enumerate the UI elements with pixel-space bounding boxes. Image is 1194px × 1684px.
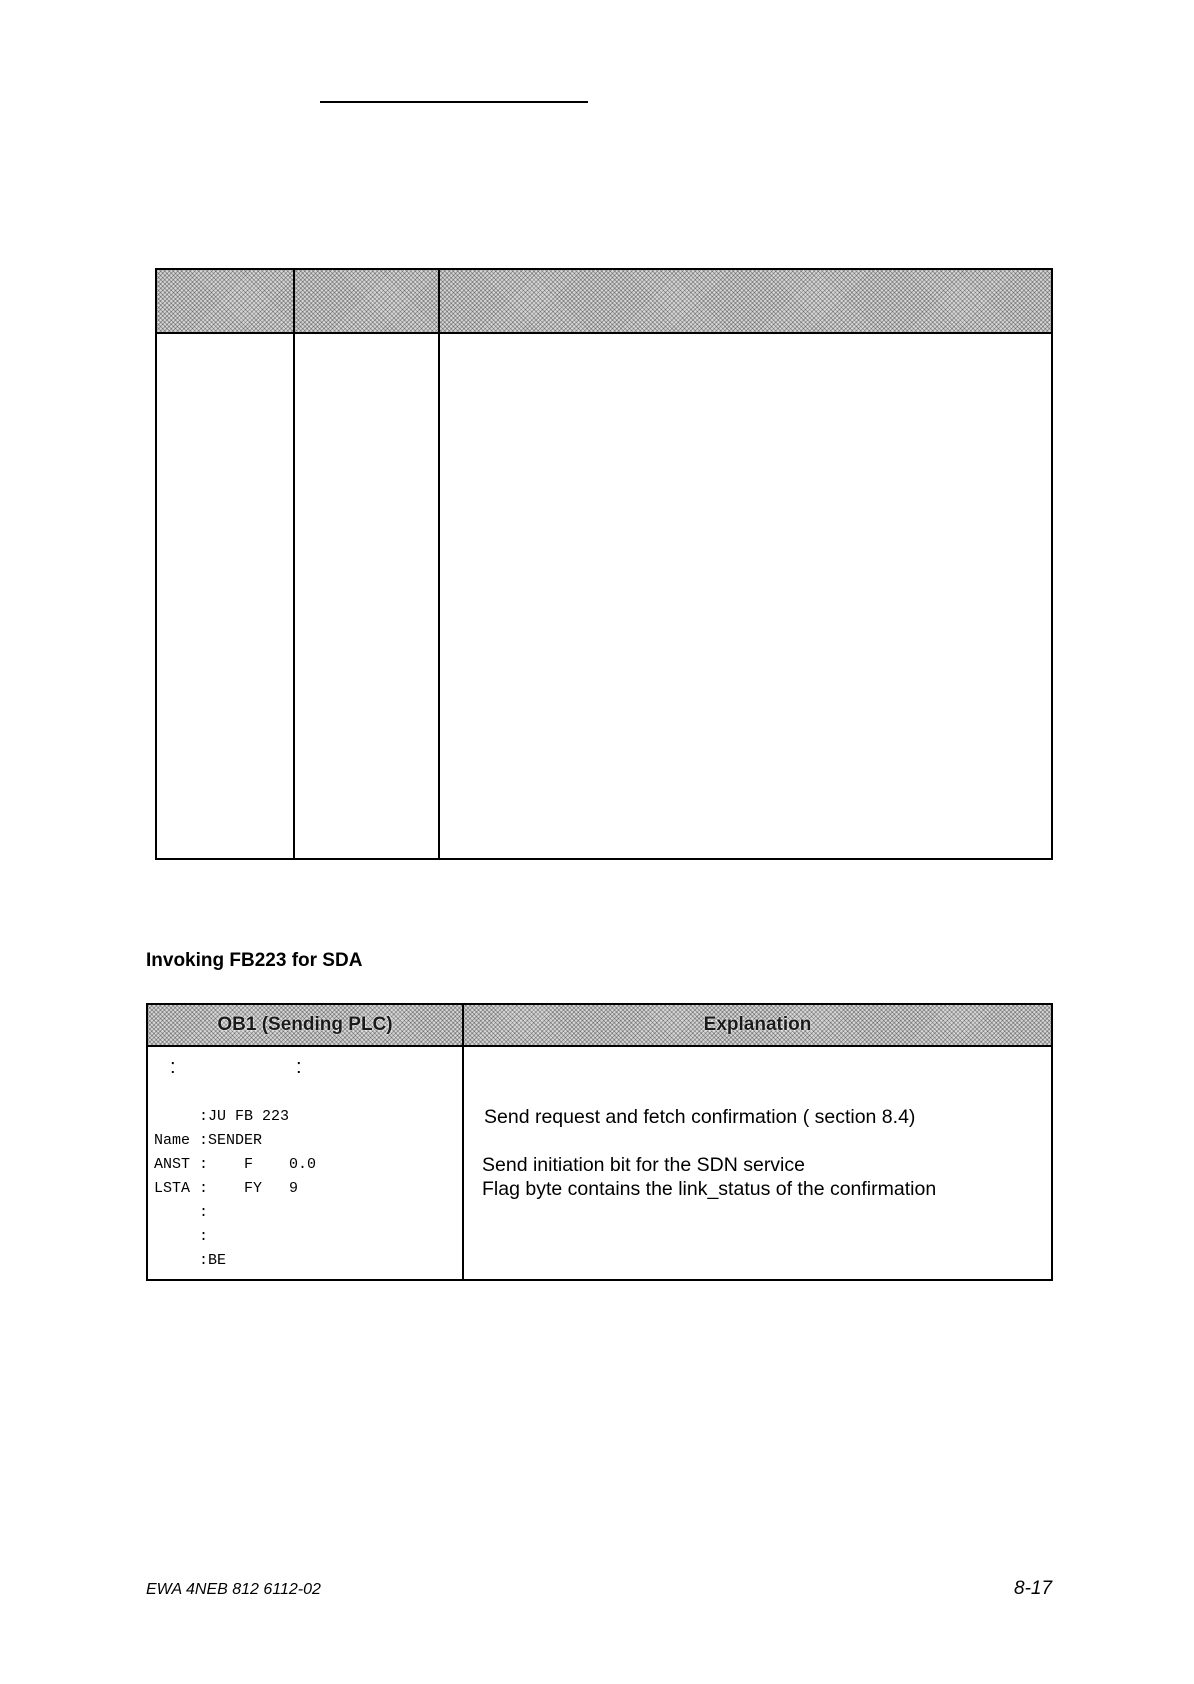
- fb223-table-divider: [462, 1005, 464, 1279]
- parameter-table-header: [157, 270, 1051, 334]
- continuation-dots-left: :: [170, 1056, 176, 1078]
- parameter-table: [155, 268, 1053, 860]
- explanation-initiation-bit: Send initiation bit for the SDN service: [482, 1154, 805, 1176]
- explanation-send-request: Send request and fetch confirmation ( section 8.4): [484, 1106, 916, 1128]
- code-line-1: :JU FB 223: [154, 1108, 290, 1125]
- col-header-explanation: Explanation: [703, 1014, 812, 1035]
- col-header-ob1: OB1 (Sending PLC): [217, 1014, 393, 1035]
- parameter-table-divider-1: [293, 270, 295, 858]
- header-rule: [320, 101, 588, 103]
- code-line-2: Name :SENDER: [154, 1132, 263, 1149]
- footer-doc-id: EWA 4NEB 812 6112-02: [146, 1581, 321, 1598]
- footer-page-number: 8-17: [1014, 1578, 1053, 1599]
- code-line-5: :: [154, 1204, 209, 1221]
- fb223-table-header: [148, 1005, 1051, 1047]
- parameter-table-divider-2: [438, 270, 440, 858]
- section-title: Invoking FB223 for SDA: [146, 950, 363, 971]
- code-line-7: :BE: [154, 1252, 227, 1269]
- code-line-6: :: [154, 1228, 209, 1245]
- code-line-4: LSTA : FY 9: [154, 1180, 299, 1197]
- fb223-example-table: [146, 1003, 1053, 1281]
- explanation-flag-byte: Flag byte contains the link_status of the confirmation: [482, 1178, 937, 1200]
- code-line-3: ANST : F 0.0: [154, 1156, 317, 1173]
- continuation-dots-mid: :: [296, 1056, 302, 1078]
